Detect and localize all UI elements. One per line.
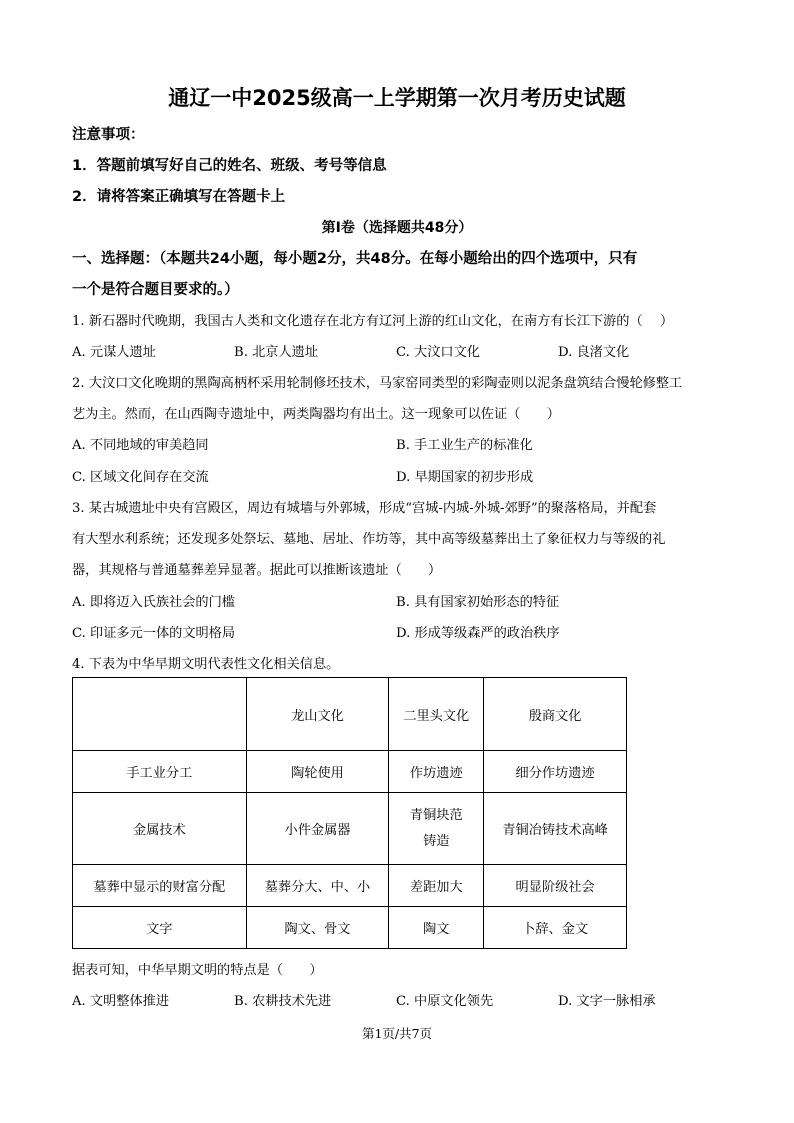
q4-stem: 4. 下表为中华早期文明代表性文化相关信息。 (72, 657, 340, 672)
table-cell: 金属技术 (73, 793, 247, 865)
table-cell: 差距加大 (389, 865, 484, 907)
instruction-line-1: 一、选择题：（本题共24小题，每小题2分，共48分。在每小题给出的四个选项中，只有 (72, 251, 638, 267)
q2-option-d: D. 早期国家的初步形成 (396, 470, 534, 485)
table-cell: 青铜冶铸技术高峰 (484, 793, 627, 865)
q4-option-b: B. 农耕技术先进 (234, 994, 332, 1009)
table-cell: 作坊遗迹 (389, 751, 484, 793)
q1-option-b: B. 北京人遗址 (234, 345, 319, 360)
table-cell: 陶文 (389, 907, 484, 949)
table-row (73, 865, 627, 907)
instruction-line-2: 一个是符合题目要求的。） (72, 282, 239, 298)
q2-stem-line-2: 艺为主。然而，在山西陶寺遗址中，两类陶器均有出土。这一现象可以佐证（ ） (72, 407, 560, 422)
table-row (73, 793, 627, 865)
q4-question: 据表可知，中华早期文明的特点是（ ） (72, 963, 323, 978)
q3-option-a: A. 即将迈入氏族社会的门槛 (72, 595, 235, 610)
table-cell: 墓葬分大、中、小 (246, 865, 389, 907)
q1-option-d: D. 良渚文化 (558, 345, 630, 360)
notes-item-1: 1．答题前填写好自己的姓名、班级、考号等信息 (72, 158, 387, 174)
section-title: 第I卷（选择题共48分） (321, 220, 473, 236)
table-cell: 细分作坊遗迹 (484, 751, 627, 793)
q3-option-d: D. 形成等级森严的政治秩序 (396, 626, 560, 641)
table-header-cell: 二里头文化 (389, 678, 484, 751)
q1-stem: 1. 新石器时代晚期，我国古人类和文化遗存在北方有辽河上游的红山文化，在南方有长江下游的（ ） (72, 314, 674, 329)
q1-option-a: A. 元谋人遗址 (72, 345, 156, 360)
table-header-cell (73, 678, 247, 751)
q2-option-c: C. 区域文化间存在交流 (72, 470, 209, 485)
table-cell: 卜辞、金文 (484, 907, 627, 949)
table-header-row (73, 678, 627, 751)
page-footer: 第1页/共7页 (361, 1026, 433, 1041)
table-cell: 手工业分工 (73, 751, 247, 793)
table-cell: 青铜块范铸造 (389, 793, 484, 865)
table-header-cell: 殷商文化 (484, 678, 627, 751)
table-row (73, 751, 627, 793)
q1-option-c: C. 大汶口文化 (396, 345, 480, 360)
table-row (73, 907, 627, 949)
table-cell: 陶文、骨文 (246, 907, 389, 949)
q3-stem-line-2: 有大型水利系统；还发现多处祭坛、墓地、居址、作坊等，其中高等级墓葬出土了象征权力与等级的礼 (72, 532, 666, 547)
table-cell: 文字 (73, 907, 247, 949)
notes-heading: 注意事项： (72, 127, 145, 143)
q4-option-d: D. 文字一脉相承 (558, 994, 656, 1009)
q3-option-b: B. 具有国家初始形态的特征 (396, 595, 560, 610)
table-cell: 墓葬中显示的财富分配 (73, 865, 247, 907)
q2-stem-line-1: 2. 大汶口文化晚期的黑陶高柄杯采用轮制修坯技术，马家窑同类型的彩陶壶则以泥条盘筑结合慢轮修整工 (72, 376, 683, 391)
q2-option-a: A. 不同地域的审美趋同 (72, 438, 209, 453)
exam-title: 通辽一中2025级高一上学期第一次月考历史试题 (168, 86, 626, 110)
table-cell: 明显阶级社会 (484, 865, 627, 907)
q4-option-c: C. 中原文化领先 (396, 994, 494, 1009)
q2-option-b: B. 手工业生产的标准化 (396, 438, 533, 453)
q4-option-a: A. 文明整体推进 (72, 994, 170, 1009)
table-cell: 小件金属器 (246, 793, 389, 865)
culture-table (72, 677, 627, 949)
table-header-cell: 龙山文化 (246, 678, 389, 751)
table-cell: 陶轮使用 (246, 751, 389, 793)
notes-item-2: 2．请将答案正确填写在答题卡上 (72, 189, 286, 205)
q3-stem-line-1: 3. 某古城遗址中央有宫殿区，周边有城墙与外郭城，形成“宫城-内城-外城-郊野”的聚落格局，并配套 (72, 501, 657, 516)
q3-stem-line-3: 器，其规格与普通墓葬差异显著。据此可以推断该遗址（ ） (72, 563, 442, 578)
q3-option-c: C. 印证多元一体的文明格局 (72, 626, 236, 641)
